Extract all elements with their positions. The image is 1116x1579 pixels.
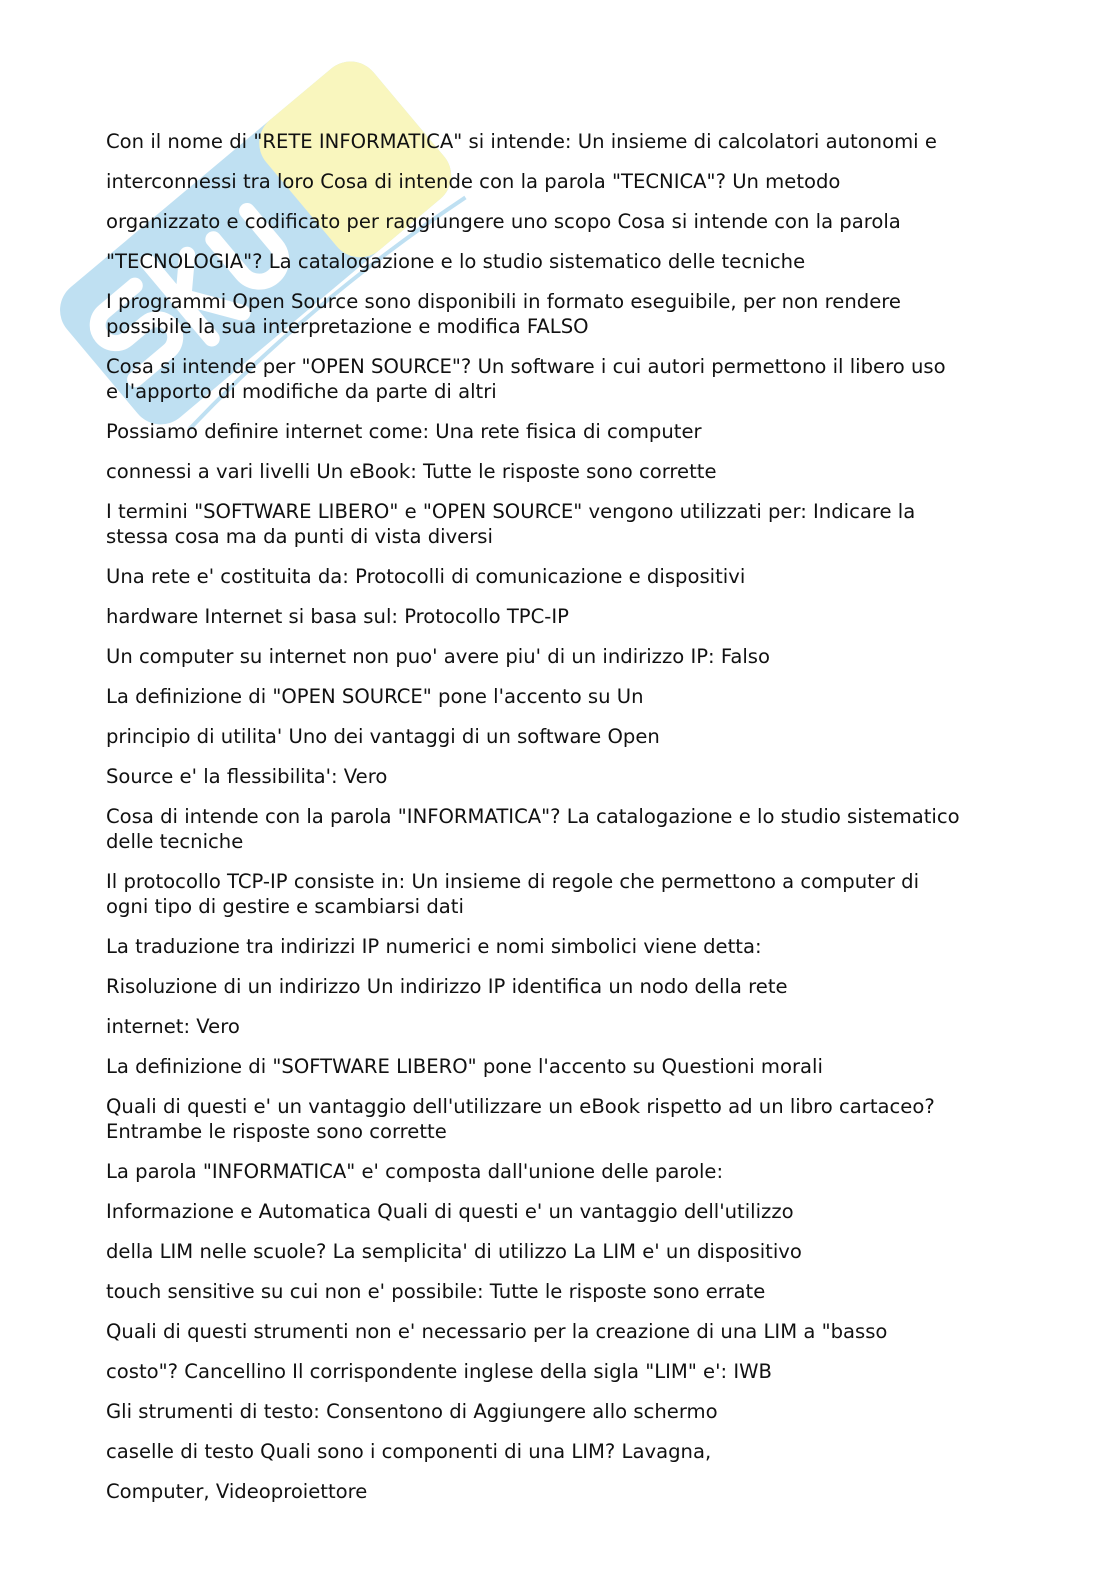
text-line: caselle di testo Quali sono i componenti di una LIM? Lavagna, (106, 1440, 712, 1463)
text-line: Informazione e Automatica Quali di questi e' un vantaggio dell'utilizzo (106, 1200, 794, 1223)
qa-paragraph (106, 1279, 1086, 1304)
text-line: Quali di questi e' un vantaggio dell'utilizzare un eBook rispetto ad un libro cartaceo? (106, 1095, 935, 1118)
text-line: ogni tipo di gestire e scambiarsi dati (106, 895, 464, 918)
text-line: costo"? Cancellino Il corrispondente inglese della sigla "LIM" e': IWB (106, 1360, 772, 1383)
text-line: connessi a vari livelli Un eBook: Tutte le risposte sono corrette (106, 460, 717, 483)
qa-paragraph (106, 1439, 1086, 1464)
text-line: Source e' la flessibilita': Vero (106, 765, 388, 788)
qa-paragraph (106, 419, 1086, 444)
text-line: stessa cosa ma da punti di vista diversi (106, 525, 493, 548)
qa-paragraph (106, 1399, 1086, 1424)
qa-paragraph (106, 1239, 1086, 1264)
qa-paragraph (106, 684, 1086, 709)
text-line: "TECNOLOGIA"? La catalogazione e lo studio sistematico delle tecniche (106, 250, 806, 273)
text-line: Computer, Videoproiettore (106, 1480, 368, 1503)
qa-paragraph (106, 1014, 1086, 1039)
qa-paragraph (106, 724, 1086, 749)
qa-paragraph (106, 1199, 1086, 1224)
text-line: I termini "SOFTWARE LIBERO" e "OPEN SOURCE" vengono utilizzati per: Indicare la (106, 500, 916, 523)
text-line: Il protocollo TCP-IP consiste in: Un insieme di regole che permettono a computer di (106, 870, 920, 893)
qa-paragraph (106, 354, 1086, 404)
text-line: organizzato e codificato per raggiungere uno scopo Cosa si intende con la parola (106, 210, 901, 233)
text-line: Una rete e' costituita da: Protocolli di comunicazione e dispositivi (106, 565, 746, 588)
text-line: delle tecniche (106, 830, 244, 853)
text-line: La definizione di "SOFTWARE LIBERO" pone l'accento su Questioni morali (106, 1055, 823, 1078)
text-line: La definizione di "OPEN SOURCE" pone l'accento su Un (106, 685, 644, 708)
qa-paragraph (106, 499, 1086, 549)
qa-paragraph (106, 564, 1086, 589)
qa-paragraph (106, 1159, 1086, 1184)
text-line: hardware Internet si basa sul: Protocollo TPC-IP (106, 605, 569, 628)
qa-paragraph (106, 169, 1086, 194)
qa-paragraph (106, 459, 1086, 484)
qa-paragraph (106, 209, 1086, 234)
qa-paragraph (106, 1479, 1086, 1504)
text-line: La parola "INFORMATICA" e' composta dall'unione delle parole: (106, 1160, 724, 1183)
qa-paragraph (106, 974, 1086, 999)
qa-paragraph (106, 289, 1086, 339)
text-line: e l'apporto di modifiche da parte di altri (106, 380, 497, 403)
text-line: Possiamo definire internet come: Una rete fisica di computer (106, 420, 702, 443)
text-line: touch sensitive su cui non e' possibile: Tutte le risposte sono errate (106, 1280, 766, 1303)
qa-paragraph (106, 129, 1086, 154)
text-line: interconnessi tra loro Cosa di intende con la parola "TECNICA"? Un metodo (106, 170, 841, 193)
qa-paragraph (106, 869, 1086, 919)
text-line: Con il nome di "RETE INFORMATICA" si intende: Un insieme di calcolatori autonomi e (106, 130, 937, 153)
text-line: I programmi Open Source sono disponibili in formato eseguibile, per non rendere (106, 290, 901, 313)
text-line: Un computer su internet non puo' avere piu' di un indirizzo IP: Falso (106, 645, 770, 668)
qa-paragraph (106, 934, 1086, 959)
qa-paragraph (106, 249, 1086, 274)
qa-paragraph (106, 1319, 1086, 1344)
qa-paragraph (106, 1359, 1086, 1384)
text-line: principio di utilita' Uno dei vantaggi di un software Open (106, 725, 660, 748)
text-line: Quali di questi strumenti non e' necessario per la creazione di una LIM a "basso (106, 1320, 888, 1343)
text-line: Cosa si intende per "OPEN SOURCE"? Un software i cui autori permettono il libero uso (106, 355, 946, 378)
text-line: Cosa di intende con la parola "INFORMATICA"? La catalogazione e lo studio sistematico (106, 805, 960, 828)
text-line: possibile la sua interpretazione e modifica FALSO (106, 315, 589, 338)
qa-paragraph (106, 804, 1086, 854)
text-line: Gli strumenti di testo: Consentono di Aggiungere allo schermo (106, 1400, 718, 1423)
text-line: La traduzione tra indirizzi IP numerici e nomi simbolici viene detta: (106, 935, 762, 958)
document-body (106, 129, 1086, 1519)
qa-paragraph (106, 604, 1086, 629)
qa-paragraph (106, 1094, 1086, 1144)
text-line: Risoluzione di un indirizzo Un indirizzo IP identifica un nodo della rete (106, 975, 788, 998)
text-line: internet: Vero (106, 1015, 240, 1038)
qa-paragraph (106, 764, 1086, 789)
qa-paragraph (106, 1054, 1086, 1079)
text-line: della LIM nelle scuole? La semplicita' di utilizzo La LIM e' un dispositivo (106, 1240, 802, 1263)
qa-paragraph (106, 644, 1086, 669)
text-line: Entrambe le risposte sono corrette (106, 1120, 447, 1143)
